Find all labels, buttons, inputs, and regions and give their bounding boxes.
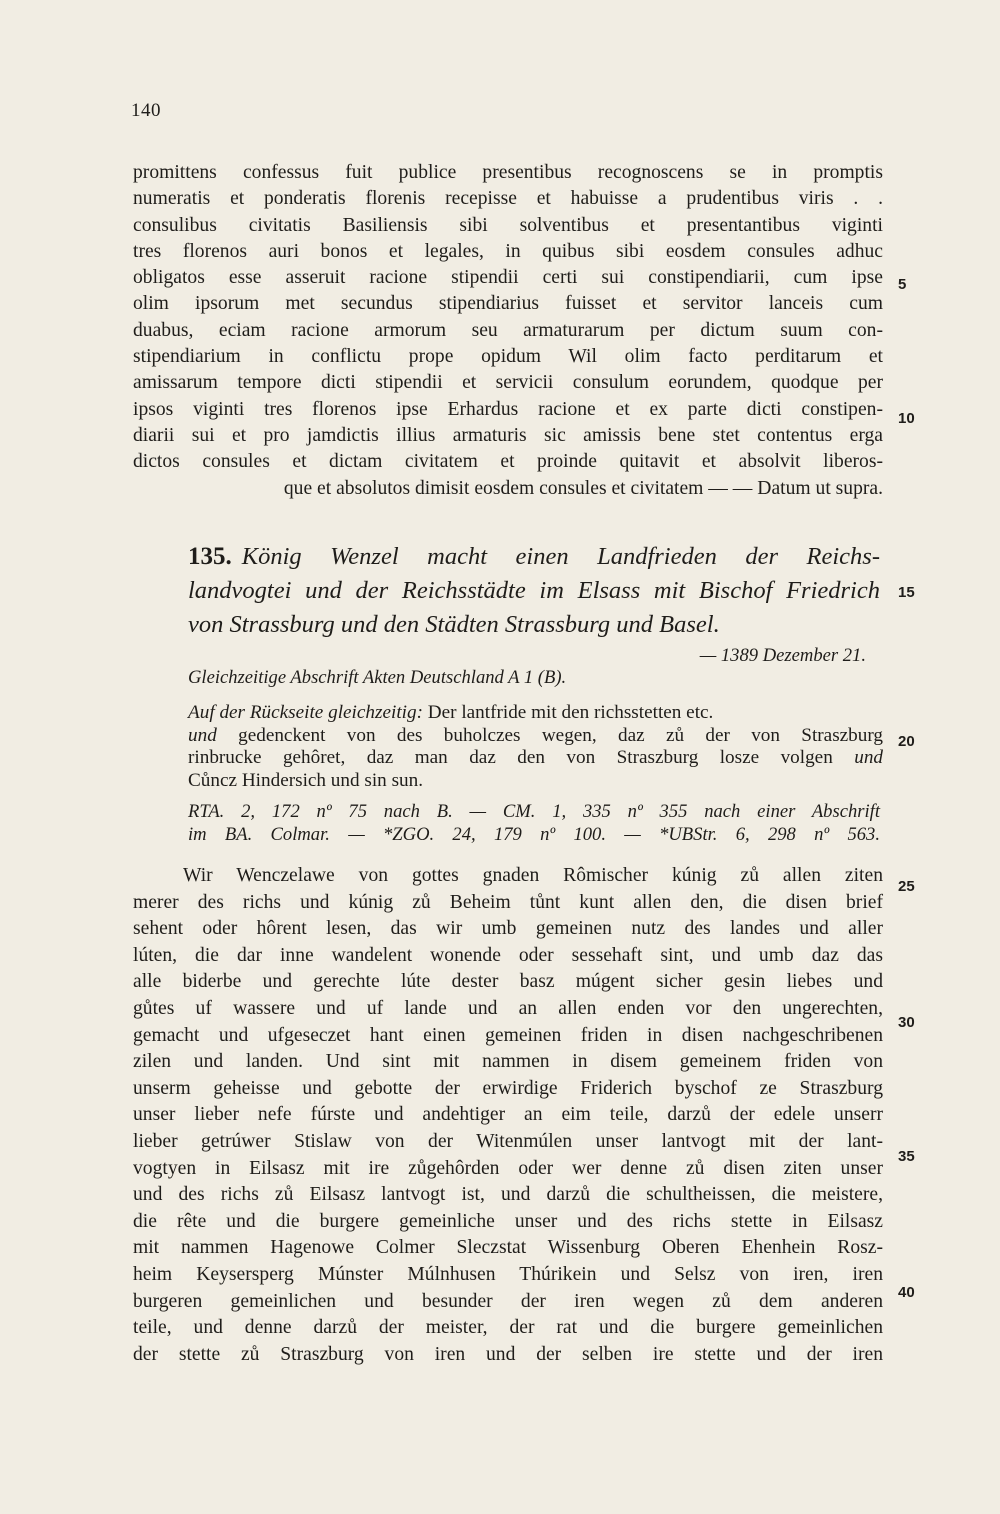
text-line: lieber getrúwer Stislaw von der Witenmúlen unser lantvogt mit der lant- [133,1130,883,1152]
text-line: que et absolutos dimisit eosdem consules et civitatem — — Datum ut supra. [283,477,883,499]
document-regest [188,540,880,642]
text-line: duabus, eciam racione armorum seu armaturarum per dictum suum con- [133,319,883,341]
text-line: und des richs zů Eilsasz lantvogt ist, und darzů die schultheissen, die meistere, [133,1184,883,1206]
regest-line: landvogtei und der Reichsstädte im Elsass mit Bischof Friedrich [188,577,880,604]
text-line: heim Keysersperg Múnster Múlnhusen Thúrikein und Selsz von iren, iren [133,1263,883,1285]
text-line: unserm geheisse und gebotte der erwirdige Friderich byschof ze Straszburg [133,1077,883,1099]
dorsal-line [188,702,883,725]
body-text-top [133,160,883,502]
text-line: consulibus civitatis Basiliensis sibi solventibus et presentantibus viginti [133,214,883,236]
text-line: ipsos viginti tres florenos ipse Erhardus racione et ex parte dicti constipen- [133,398,883,420]
body-text-charter [133,863,883,1368]
text-line: sehent oder hôrent lesen, das wir umb gemeinen nutz des landes und aller [133,918,883,940]
text-line: burgeren gemeinlichen und besunder der iren wegen zů dem anderen [133,1290,883,1312]
margin-line-number: 20 [898,733,915,750]
margin-line-number: 10 [898,410,915,427]
references [188,800,880,846]
margin-line-number: 5 [898,276,907,293]
dorsal-label: Auf der Rückseite gleichzeitig: [188,702,423,723]
reference-line: RTA. 2, 172 nº 75 nach B. — CM. 1, 335 nº 355 nach einer Abschrift [188,801,880,822]
text-line: unser lieber nefe fúrste und andehtiger an eim teile, darzů der edele unserr [133,1104,883,1126]
text-line: olim ipsorum met secundus stipendiarius fuisset et servitor lanceis cum [133,293,883,315]
text-line: mit nammen Hagenowe Colmer Sleczstat Wissenburg Oberen Ehenhein Rosz- [133,1237,883,1259]
text-line: promittens confessus fuit publice presentibus recognoscens se in promptis [133,162,883,183]
text-line: teile, und denne darzů der meister, der rat und die burgere gemeinlichen [133,1317,883,1339]
document-number: 135. [188,543,232,570]
text-line: die rête und die burgere gemeinliche unser und des richs stette in Eilsasz [133,1210,883,1232]
text-line: numeratis et ponderatis florenis recepisse et habuisse a prudentibus viris . . [133,188,883,210]
text-line: merer des richs und kúnig zů Beheim tůnt kunt allen den, die disen brief [133,891,883,913]
text-line: der stette zů Straszburg von iren und der selben ire stette und der iren [133,1343,883,1365]
margin-line-number: 15 [898,584,915,601]
dorsal-text: rinbrucke gehôret, daz man daz den von Straszburg losze volgen [188,747,833,768]
margin-line-number: 30 [898,1014,915,1031]
regest-line: von Strassburg und den Städten Strassburg und Basel. [188,611,720,638]
text-line: obligatos esse asseruit racione stipendii certi sui constipendiarii, cum ipse [133,267,883,289]
dorsal-und: und [854,747,884,768]
text-line: Wir Wenczelawe von gottes gnaden Rômischer kúnig zů allen ziten [183,865,883,886]
margin-line-number: 35 [898,1148,915,1165]
dorsal-text: gedenckent von des buholczes wegen, daz zů der von Straszburg [238,724,884,746]
text-line: zilen und landen. Und sint mit nammen in disem gemeinem friden von [133,1051,883,1073]
margin-line-number: 40 [898,1284,915,1301]
dorsal-und: und [188,724,217,746]
text-line: amissarum tempore dicti stipendii et servicii consulum eorundem, quodque per [133,372,883,394]
reference-line: im BA. Colmar. — *ZGO. 24, 179 nº 100. — *UBStr. 6, 298 nº 563. [188,824,880,845]
text-line: alle biderbe und gerechte lúte dester basz múgent sicher gesin liebes und [133,971,883,993]
dorsal-line: Cůncz Hindersich und sin sun. [188,769,424,791]
dorsal-text: Der lantfride mit den richsstetten etc. [422,702,714,723]
page-number: 140 [131,100,161,121]
margin-line-number: 25 [898,878,915,895]
dorsal-line [188,747,883,770]
source-note [188,665,878,691]
text-line: gůtes uf wassere und uf lande und an allen enden vor den ungerechten, [133,997,883,1019]
dorsal-note [188,702,883,792]
text-line: lúten, die dar inne wandelent wonende oder sessehaft sint, und umb daz das [133,944,883,966]
text-line: diarii sui et pro jamdictis illius armaturis sic amissis bene stet contentus erga [133,424,883,446]
dorsal-line [188,725,883,748]
text-line: vogtyen in Eilsasz mit ire zůgehôrden oder wer denne zů disen ziten unser [133,1157,883,1179]
text-line: dictos consules et dictam civitatem et proinde quitavit et absolvit liberos- [133,451,883,473]
text-line: stipendiarium in conflictu prope opidum Wil olim facto perditarum et [133,346,883,368]
text-line: gemacht und ufgeseczet hant einen gemeinen friden in disen nachgeschribenen [133,1024,883,1046]
regest-line [188,540,880,574]
source-text: Gleichzeitige Abschrift Akten Deutschland A 1 (B). [188,667,567,688]
text-line: tres florenos auri bonos et legales, in quibus sibi eosdem consules adhuc [133,240,883,262]
regest-text: König Wenzel macht einen Landfrieden der Reichs- [241,543,880,570]
date-text: — 1389 Dezember 21. [699,645,866,666]
